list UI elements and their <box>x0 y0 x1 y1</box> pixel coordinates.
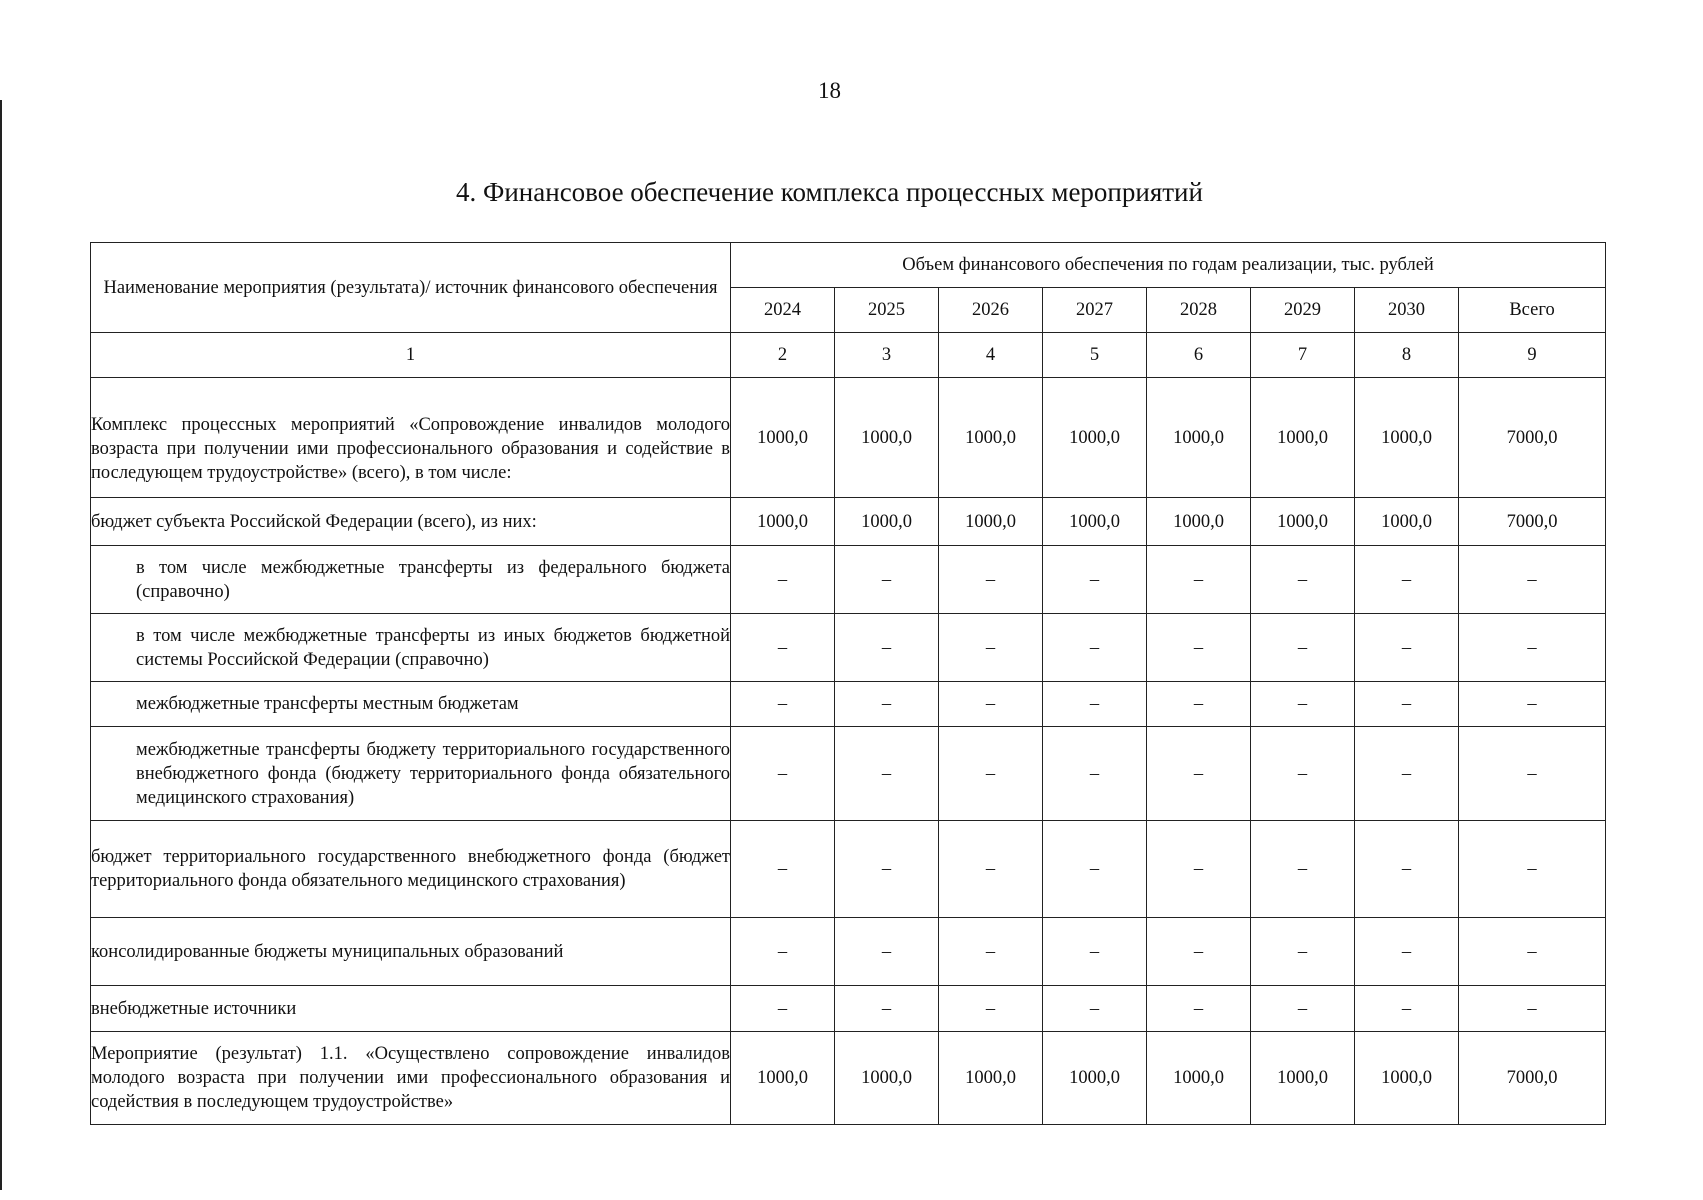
table-row-regional-budget <box>91 498 1606 546</box>
value-cell: – <box>835 546 939 614</box>
column-number: 7 <box>1251 333 1355 378</box>
value-cell: 1000,0 <box>1147 1032 1251 1125</box>
name-column-header: Наименование мероприятия (результата)/ источник финансового обеспечения <box>91 243 731 333</box>
value-cell: 1000,0 <box>939 1032 1043 1125</box>
value-cell: 1000,0 <box>835 498 939 546</box>
funding-volume-header: Объем финансового обеспечения по годам реализации, тыс. рублей <box>731 243 1606 288</box>
value-cell: – <box>1251 682 1355 727</box>
value-cell: – <box>1251 821 1355 918</box>
value-cell: – <box>1147 727 1251 821</box>
year-header: 2024 <box>731 288 835 333</box>
value-cell: – <box>731 821 835 918</box>
value-cell: – <box>1459 546 1606 614</box>
value-cell: 7000,0 <box>1459 1032 1606 1125</box>
value-cell: 7000,0 <box>1459 378 1606 498</box>
value-cell: – <box>1355 918 1459 986</box>
row-label: в том числе межбюджетные трансферты из иных бюджетов бюджетной системы Российской Федерации (справочно) <box>91 614 731 682</box>
table-row-federal-transfers <box>91 546 1606 614</box>
value-cell: – <box>1459 986 1606 1032</box>
value-cell: – <box>1147 614 1251 682</box>
value-cell: 1000,0 <box>1251 378 1355 498</box>
value-cell: – <box>1355 546 1459 614</box>
value-cell: – <box>1043 682 1147 727</box>
value-cell: – <box>731 986 835 1032</box>
value-cell: 7000,0 <box>1459 498 1606 546</box>
value-cell: 1000,0 <box>731 378 835 498</box>
value-cell: – <box>1251 546 1355 614</box>
value-cell: – <box>1043 986 1147 1032</box>
value-cell: 1000,0 <box>1147 378 1251 498</box>
section-title: 4. Финансовое обеспечение комплекса процессных мероприятий <box>456 177 1203 207</box>
row-label: бюджет территориального государственного внебюджетного фонда (бюджет территориального фонда обязательного медицинского страхования) <box>91 821 731 918</box>
year-header: 2029 <box>1251 288 1355 333</box>
column-number-row <box>91 333 1606 378</box>
value-cell: – <box>1147 986 1251 1032</box>
column-number: 1 <box>91 333 731 378</box>
value-cell: – <box>1043 727 1147 821</box>
value-cell: – <box>835 986 939 1032</box>
value-cell: – <box>1459 918 1606 986</box>
table-row-fund-budget <box>91 821 1606 918</box>
value-cell: – <box>1147 918 1251 986</box>
financing-table <box>90 242 1606 1125</box>
value-cell: – <box>1043 821 1147 918</box>
table-row-extrabudgetary <box>91 986 1606 1032</box>
row-label: Мероприятие (результат) 1.1. «Осуществлено сопровождение инвалидов молодого возраста при получении ими профессионального образования и содействия в последующем трудоустройстве» <box>91 1032 731 1125</box>
value-cell: 1000,0 <box>939 378 1043 498</box>
value-cell: – <box>1043 614 1147 682</box>
value-cell: – <box>1355 986 1459 1032</box>
year-header: 2030 <box>1355 288 1459 333</box>
value-cell: 1000,0 <box>1251 1032 1355 1125</box>
value-cell: – <box>835 727 939 821</box>
value-cell: 1000,0 <box>1043 1032 1147 1125</box>
value-cell: – <box>731 727 835 821</box>
value-cell: – <box>939 546 1043 614</box>
row-label: межбюджетные трансферты местным бюджетам <box>91 682 731 727</box>
value-cell: – <box>1355 727 1459 821</box>
total-header: Всего <box>1459 288 1606 333</box>
value-cell: – <box>939 614 1043 682</box>
value-cell: – <box>1459 727 1606 821</box>
row-label: бюджет субъекта Российской Федерации (всего), из них: <box>91 498 731 546</box>
year-header: 2027 <box>1043 288 1147 333</box>
value-cell: 1000,0 <box>1355 498 1459 546</box>
header-row-top <box>91 243 1606 288</box>
scan-left-edge <box>0 100 2 1190</box>
value-cell: 1000,0 <box>1251 498 1355 546</box>
year-header: 2026 <box>939 288 1043 333</box>
value-cell: – <box>1147 821 1251 918</box>
value-cell: – <box>1355 682 1459 727</box>
value-cell: – <box>731 682 835 727</box>
value-cell: – <box>731 918 835 986</box>
year-header: 2028 <box>1147 288 1251 333</box>
value-cell: – <box>1251 918 1355 986</box>
value-cell: – <box>835 821 939 918</box>
value-cell: – <box>835 918 939 986</box>
value-cell: – <box>939 986 1043 1032</box>
value-cell: – <box>939 918 1043 986</box>
value-cell: – <box>1251 614 1355 682</box>
value-cell: 1000,0 <box>731 498 835 546</box>
value-cell: 1000,0 <box>939 498 1043 546</box>
value-cell: – <box>1251 986 1355 1032</box>
year-header: 2025 <box>835 288 939 333</box>
value-cell: – <box>835 682 939 727</box>
page-number: 18 <box>818 78 841 103</box>
value-cell: 1000,0 <box>835 378 939 498</box>
value-cell: 1000,0 <box>1355 378 1459 498</box>
value-cell: – <box>1459 614 1606 682</box>
value-cell: 1000,0 <box>835 1032 939 1125</box>
column-number: 4 <box>939 333 1043 378</box>
value-cell: – <box>939 682 1043 727</box>
table-row-municipal-budgets <box>91 918 1606 986</box>
row-label: в том числе межбюджетные трансферты из федерального бюджета (справочно) <box>91 546 731 614</box>
row-label: консолидированные бюджеты муниципальных образований <box>91 918 731 986</box>
value-cell: – <box>835 614 939 682</box>
table-row-fund-transfers <box>91 727 1606 821</box>
column-number: 5 <box>1043 333 1147 378</box>
value-cell: – <box>1147 546 1251 614</box>
value-cell: – <box>1251 727 1355 821</box>
row-label: Комплекс процессных мероприятий «Сопровождение инвалидов молодого возраста при получении ими профессионального образования и содействие в последующем трудоустройстве» (всего), в том числе: <box>91 378 731 498</box>
value-cell: – <box>939 821 1043 918</box>
table-row-event-1-1 <box>91 1032 1606 1125</box>
value-cell: – <box>1043 546 1147 614</box>
table-row-other-budget-transfers <box>91 614 1606 682</box>
table-row-complex-total <box>91 378 1606 498</box>
value-cell: 1000,0 <box>731 1032 835 1125</box>
row-label: межбюджетные трансферты бюджету территориального государственного внебюджетного фонда (бюджету территориального фонда обязательного медицинского страхования) <box>91 727 731 821</box>
column-number: 3 <box>835 333 939 378</box>
value-cell: – <box>1147 682 1251 727</box>
table-row-local-transfers <box>91 682 1606 727</box>
value-cell: – <box>1355 821 1459 918</box>
value-cell: 1000,0 <box>1147 498 1251 546</box>
value-cell: – <box>1459 821 1606 918</box>
value-cell: 1000,0 <box>1043 498 1147 546</box>
value-cell: 1000,0 <box>1043 378 1147 498</box>
column-number: 6 <box>1147 333 1251 378</box>
column-number: 2 <box>731 333 835 378</box>
column-number: 9 <box>1459 333 1606 378</box>
value-cell: 1000,0 <box>1355 1032 1459 1125</box>
column-number: 8 <box>1355 333 1459 378</box>
value-cell: – <box>1043 918 1147 986</box>
value-cell: – <box>1459 682 1606 727</box>
value-cell: – <box>731 614 835 682</box>
value-cell: – <box>1355 614 1459 682</box>
value-cell: – <box>939 727 1043 821</box>
row-label: внебюджетные источники <box>91 986 731 1032</box>
value-cell: – <box>731 546 835 614</box>
